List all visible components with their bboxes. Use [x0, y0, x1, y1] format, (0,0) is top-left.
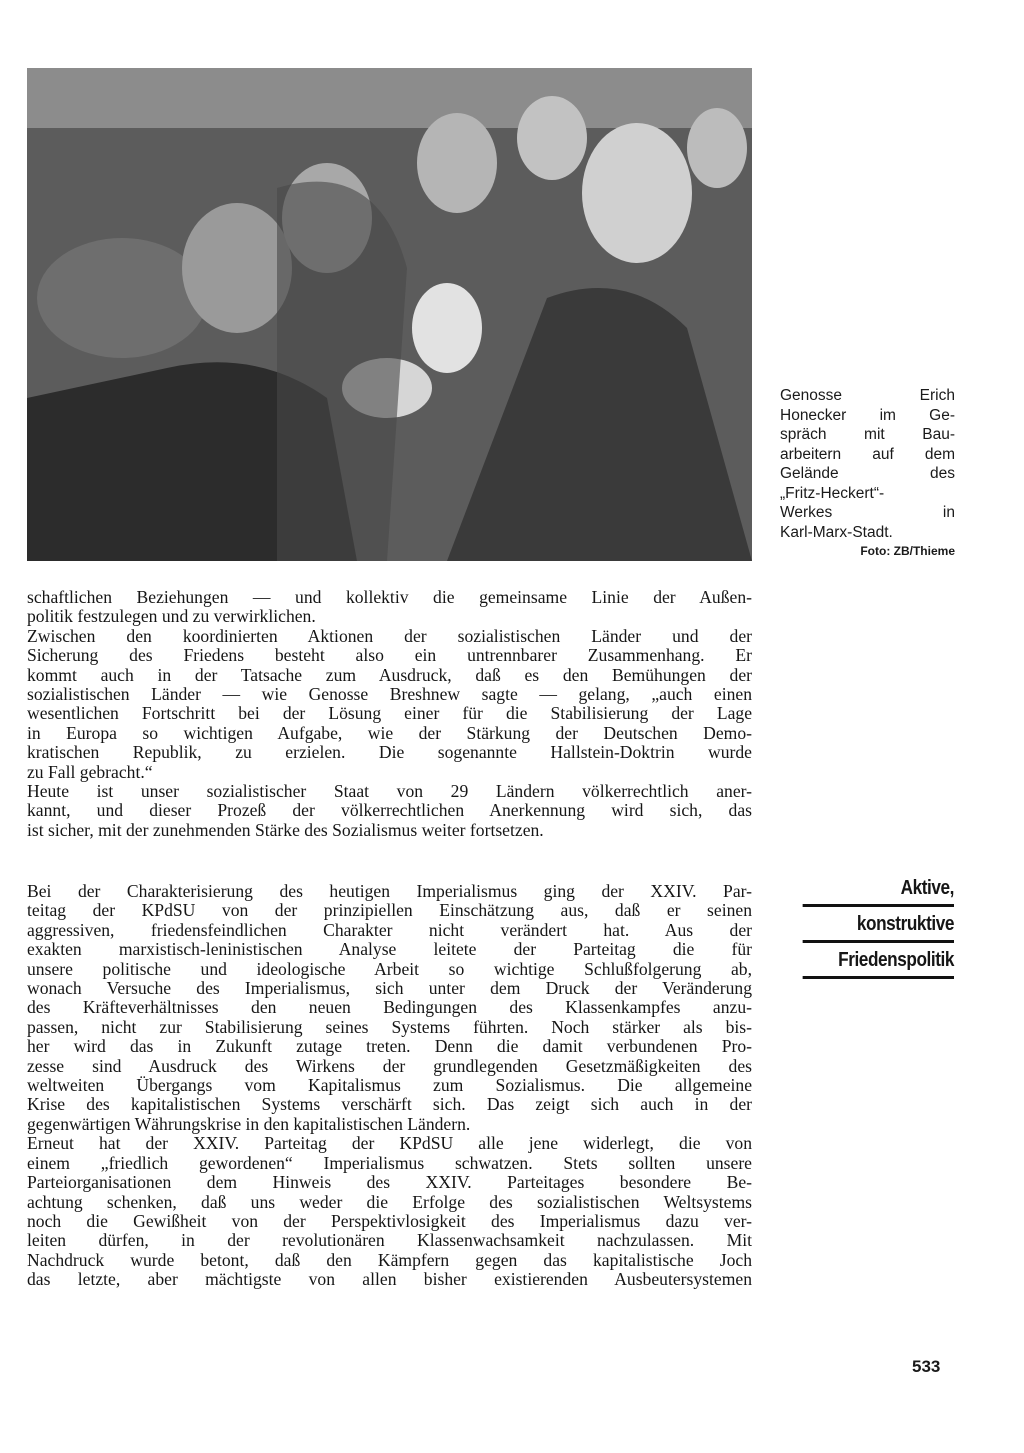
- text-line: aggressiven, friedensfeindlichen Charakter nicht verändert hat. Aus der: [27, 919, 752, 940]
- text-line: zu Fall gebracht.“: [27, 761, 153, 782]
- heading-line: Friedenspolitik: [803, 945, 954, 979]
- text-line: des Kräfteverhältnisses den neuen Bedingungen des Klassenkampfes anzu-: [27, 997, 752, 1018]
- text-line: noch die Gewißheit von der Perspektivlosigkeit des Imperialismus dazu ver-: [27, 1210, 752, 1231]
- caption-line: Gelände des: [780, 465, 955, 482]
- text-line: Sicherung des Friedens besteht also ein untrennbarer Zusammenhang. Er: [27, 645, 752, 666]
- heading-line: konstruktive: [803, 909, 954, 943]
- text-line: exakten marxistisch-leninistischen Analyse leitete der Parteitag die für: [27, 939, 752, 960]
- page-number: 533: [912, 1357, 941, 1376]
- text-line: kannt, und dieser Prozeß der völkerrechtlichen Anerkennung wird sich, das: [27, 800, 752, 821]
- text-line: Krise des kapitalistischen Systems verschärft sich. Das zeigt sich auch in der: [27, 1094, 752, 1115]
- news-photo: [27, 68, 752, 561]
- body-text-section-2: [27, 882, 752, 1290]
- text-line: wonach Versuche des Imperialismus, sich unter dem Druck der Veränderung: [27, 978, 752, 999]
- text-line: Nachdruck wurde betont, daß den Kämpfern gegen das kapitalistische Joch: [27, 1249, 752, 1270]
- text-line: schaftlichen Beziehungen — und kollektiv die gemeinsame Linie der Außen-: [27, 587, 752, 607]
- caption-line: Werkes in: [780, 504, 955, 521]
- text-line: teitag der KPdSU von der prinzipiellen Einschätzung aus, daß er seinen: [27, 900, 752, 921]
- text-line: her wird das in Zukunft zutage treten. Denn die damit verbundenen Pro-: [27, 1036, 752, 1057]
- text-line: zesse sind Ausdruck des Wirkens der grundlegenden Gesetzmäßigkeiten des: [27, 1055, 752, 1076]
- caption-line: spräch mit Bau-: [780, 426, 955, 443]
- text-line: einem „friedlich gewordenen“ Imperialismus schwatzen. Stets sollten unsere: [27, 1152, 752, 1173]
- text-line: Parteiorganisationen dem Hinweis des XXIV. Parteitages besondere Be-: [27, 1172, 752, 1193]
- caption-line: Genosse Erich: [780, 387, 955, 404]
- heading-line: Aktive,: [803, 873, 954, 907]
- text-line: wesentlichen Fortschritt bei der Lösung einer für die Stabilisierung der Lage: [27, 703, 752, 724]
- text-line: politik festzulegen und zu verwirklichen.: [27, 606, 316, 627]
- text-line: in Europa so wichtigen Aufgabe, wie der Stärkung der Deutschen Demo-: [27, 722, 752, 743]
- section-heading: [803, 873, 954, 981]
- text-line: Zwischen den koordinierten Aktionen der sozialistischen Länder und der: [27, 625, 752, 646]
- caption-line: arbeitern auf dem: [780, 445, 955, 463]
- text-line: unsere politische und ideologische Arbeit so wichtige Schlußfolgerung ab,: [27, 958, 752, 979]
- text-line: Heute ist unser sozialistischer Staat von 29 Ländern völkerrechtlich aner-: [27, 781, 752, 802]
- photo-credit: Foto: ZB/Thieme: [860, 544, 955, 558]
- text-line: weltweiten Übergangs vom Kapitalismus zum Sozialismus. Die allgemeine: [27, 1075, 752, 1096]
- text-line: ist sicher, mit der zunehmenden Stärke des Sozialismus weiter fortsetzen.: [27, 819, 544, 840]
- text-line: passen, nicht zur Stabilisierung seines Systems führten. Noch stärker als bis-: [27, 1016, 752, 1037]
- photo-icon: [27, 68, 752, 561]
- caption-line: Honecker im Ge-: [780, 406, 955, 424]
- text-line: sozialistischen Länder — wie Genosse Breshnew sagte — gelang, „auch einen: [27, 684, 752, 705]
- text-line: das letzte, aber mächtigste von allen bisher existierenden Ausbeutersystemen: [27, 1269, 752, 1290]
- text-line: gegenwärtigen Währungskrise in den kapitalistischen Ländern.: [27, 1113, 471, 1134]
- text-line: Erneut hat der XXIV. Parteitag der KPdSU alle jene widerlegt, die von: [27, 1133, 752, 1154]
- text-line: Bei der Charakterisierung des heutigen Imperialismus ging der XXIV. Par-: [27, 881, 752, 901]
- photo-caption: [780, 386, 955, 559]
- text-line: kommt auch in der Tatsache zum Ausdruck, daß es den Bemühungen der: [27, 664, 752, 685]
- text-line: leiten dürfen, in der revolutionären Klassenwachsamkeit nachzulassen. Mit: [27, 1230, 752, 1251]
- body-text-section-1: [27, 588, 752, 840]
- text-line: achtung schenken, daß uns weder die Erfolge des sozialistischen Weltsystems: [27, 1191, 752, 1212]
- caption-line: Karl-Marx-Stadt.: [780, 523, 893, 541]
- caption-line: „Fritz-Heckert“-: [780, 484, 885, 502]
- text-line: kratischen Republik, zu erzielen. Die sogenannte Hallstein-Doktrin wurde: [27, 742, 752, 763]
